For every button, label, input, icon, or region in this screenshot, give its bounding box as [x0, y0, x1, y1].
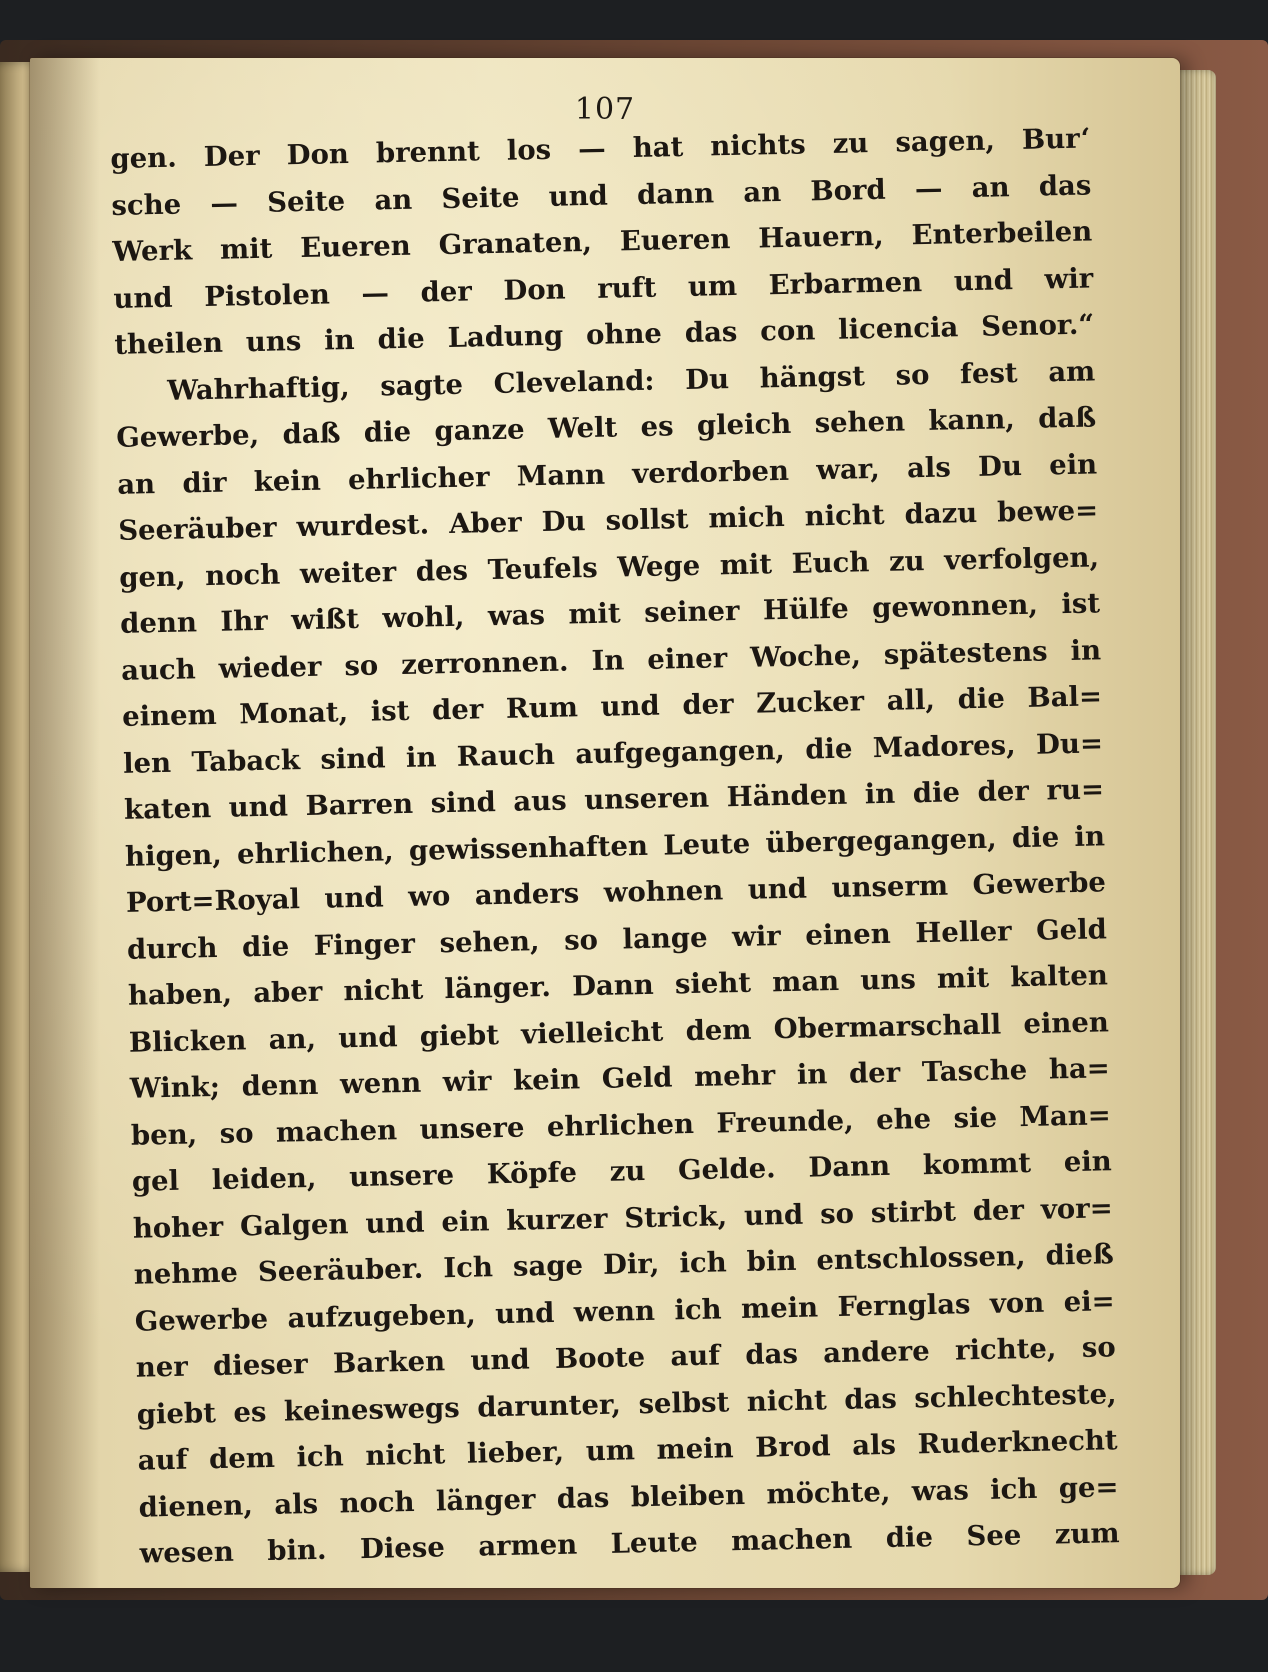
text-line: giebt es keineswegs darunter, selbst nicht das schlechteste, [136, 1377, 1117, 1431]
text-line: Port=Royal und wo anders wohnen und unserm Gewerbe [125, 866, 1107, 919]
text-line: denn Ihr wißt wohl, was mit seiner Hülfe gewonnen, ist [119, 587, 1101, 640]
text-line: und Pistolen — der Don ruft um Erbarmen und wir [113, 261, 1094, 315]
text-line: Seeräuber wurdest. Aber Du sollst mich nicht dazu bewe= [117, 494, 1099, 547]
text-line: sche — Seite an Seite und dann an Bord — an das [111, 168, 1092, 222]
text-line: ner dieser Barken und Boote auf das andere richte, so [135, 1331, 1116, 1384]
text-line: auf dem ich nicht lieber, um mein Brod als Ruderknecht [137, 1424, 1118, 1477]
text-line: Blicken an, und giebt vielleicht dem Obermarschall einen [128, 1005, 1110, 1059]
text-line: haben, aber nicht länger. Dann sieht man uns mit kalten [127, 959, 1109, 1012]
text-line: dienen, als noch länger das bleiben möchte, was ich ge= [138, 1470, 1119, 1524]
body-text [110, 115, 1120, 1577]
page-number: 107 [574, 92, 636, 127]
text-line: higen, ehrlichen, gewissenhaften Leute übergegangen, die in [124, 819, 1106, 873]
text-line: Wahrhaftig, sagte Cleveland: Du hängst so fest am [167, 354, 1096, 407]
text-line: Gewerbe, daß die ganze Welt es gleich sehen kann, daß [115, 401, 1097, 454]
text-line: Gewerbe aufzugeben, und wenn ich mein Fernglas von ei= [134, 1284, 1115, 1338]
text-line: ben, so machen unsere ehrlichen Freunde, ehe sie Man= [130, 1098, 1112, 1152]
text-line: Werk mit Eueren Granaten, Eueren Hauern, Enterbeilen [112, 215, 1093, 268]
text-line: einem Monat, ist der Rum und der Zucker all, die Bal= [121, 680, 1103, 733]
text-line: auch wieder so zerronnen. In einer Woche, spätestens in [120, 633, 1102, 687]
text-line: an dir kein ehrlicher Mann verdorben war, als Du ein [116, 447, 1098, 501]
text-line: wesen bin. Diese armen Leute machen die See zum [139, 1517, 1120, 1570]
text-line: Wink; denn wenn wir kein Geld mehr in der Tasche ha= [129, 1052, 1111, 1105]
book-page [30, 58, 1180, 1588]
text-line: gel leiden, unsere Köpfe zu Gelde. Dann kommt ein [131, 1145, 1113, 1198]
text-line: theilen uns in die Ladung ohne das con licencia Senor.“ [114, 308, 1095, 361]
text-line: katen und Barren sind aus unseren Händen in die der ru= [123, 773, 1105, 826]
text-line: durch die Finger sehen, so lange wir einen Heller Geld [126, 912, 1108, 966]
text-line: hoher Galgen und ein kurzer Strick, und so stirbt der vor= [132, 1191, 1113, 1245]
text-line: len Taback sind in Rauch aufgegangen, die Madores, Du= [122, 726, 1104, 780]
text-line: nehme Seeräuber. Ich sage Dir, ich bin entschlossen, dieß [133, 1238, 1114, 1291]
text-line: gen, noch weiter des Teufels Wege mit Euch zu verfolgen, [118, 540, 1100, 594]
text-line: gen. Der Don brennt los — hat nichts zu sagen, Bur‘ [110, 122, 1091, 175]
